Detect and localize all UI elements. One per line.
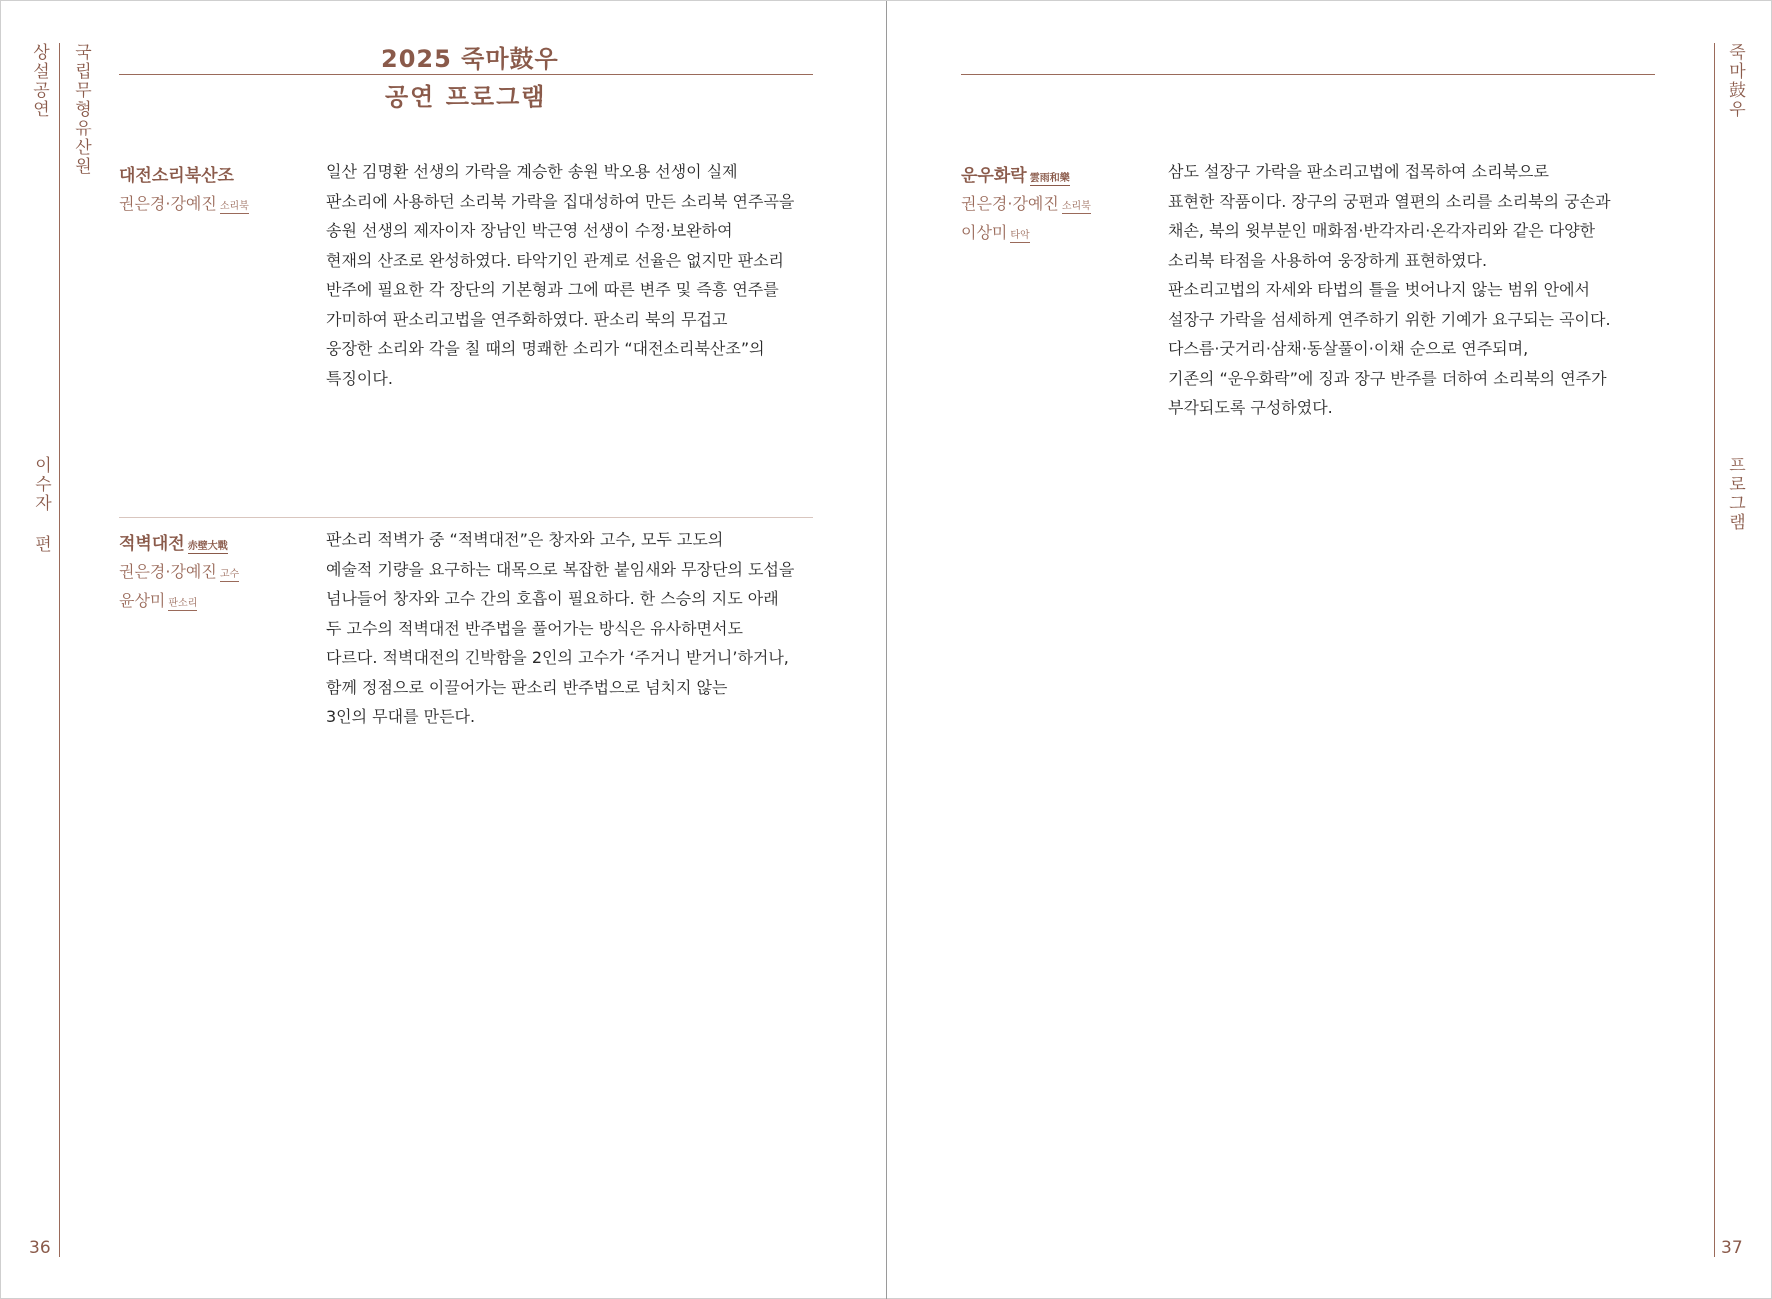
program-title [119, 161, 234, 186]
performer-line [119, 559, 239, 582]
description-line: 특징이다. [326, 368, 393, 388]
performer-line [119, 588, 197, 611]
performer-role: 타악 [1010, 230, 1030, 241]
performer-role: 소리북 [219, 201, 249, 212]
description-line: 두 고수의 적벽대전 반주법을 풀어가는 방식은 유사하면서도 [326, 618, 743, 638]
header-rule [119, 74, 813, 75]
program-description [326, 525, 794, 732]
description-line: 예술적 기량을 요구하는 대목으로 복잡한 붙임새와 무장단의 도섭을 [326, 559, 795, 579]
program-title-hanja: 赤壁大戰 [187, 541, 228, 552]
description-line: 판소리고법의 자세와 타법의 틀을 벗어나지 않는 범위 안에서 [1168, 280, 1591, 299]
description-line: 기존의 “운우화락”에 징과 장구 반주를 더하여 소리북의 연주가 [1168, 368, 1607, 388]
page-number: 36 [29, 1238, 51, 1258]
page-gutter [886, 1, 887, 1299]
program-title [961, 161, 1070, 186]
side-org-label: 국립무형유산원 [71, 43, 91, 176]
performer-name: 권은경·강예진 [119, 194, 217, 213]
side-program-label: 프로그램 [1725, 456, 1745, 532]
description-line: 가미하여 판소리고법을 연주화하였다. 판소리 북의 무겁고 [326, 309, 728, 329]
program-description [1168, 157, 1611, 423]
side-theme-label: 이수자 편 [31, 456, 51, 554]
program-title-text: 대전소리북산조 [119, 166, 234, 186]
description-line: 다스름·굿거리·삼채·동살풀이·이채 순으로 연주되며, [1168, 339, 1529, 358]
performer-line [961, 191, 1091, 214]
performer-line [119, 191, 249, 214]
description-line: 소리북 타점을 사용하여 웅장하게 표현하였다. [1168, 250, 1488, 270]
description-line: 현재의 산조로 완성하였다. 타악기인 관계로 선율은 없지만 판소리 [326, 250, 785, 270]
section-divider [119, 517, 813, 518]
description-line: 표현한 작품이다. 장구의 궁편과 열편의 소리를 소리북의 궁손과 [1168, 191, 1611, 211]
description-line: 다르다. 적벽대전의 긴박함을 2인의 고수가 ‘주거니 받거니’하거나, [326, 648, 789, 667]
program-title-text: 운우화락 [961, 166, 1027, 186]
program-title-text: 적벽대전 [119, 534, 185, 554]
description-line: 채손, 북의 윗부분인 매화점·반각자리·온각자리와 같은 다양한 [1168, 221, 1596, 240]
description-line: 반주에 필요한 각 장단의 기본형과 그에 따른 변주 및 즉흥 연주를 [326, 280, 779, 299]
program-title-hanja: 雲雨和樂 [1029, 173, 1070, 184]
performer-role: 소리북 [1061, 201, 1091, 212]
page-title: 2025 죽마鼓우 [381, 45, 559, 73]
performer-name: 윤상미 [119, 591, 166, 610]
description-line: 송원 선생의 제자이자 장남인 박근영 선생이 수정·보완하여 [326, 221, 733, 240]
description-line: 넘나들어 창자와 고수 간의 호흡이 필요하다. 한 스승의 지도 아래 [326, 589, 779, 608]
side-title-label: 죽마鼓우 [1725, 43, 1745, 119]
performer-name: 권은경·강예진 [961, 194, 1059, 213]
description-line: 웅장한 소리와 각을 칠 때의 명쾌한 소리가 “대전소리북산조”의 [326, 339, 765, 358]
performer-name: 이상미 [961, 223, 1008, 242]
program-description [326, 157, 794, 393]
left-margin-rule [59, 43, 60, 1257]
side-section-label: 상설공연 [29, 43, 49, 119]
description-line: 삼도 설장구 가락을 판소리고법에 접목하여 소리북으로 [1168, 162, 1549, 181]
header-rule [961, 74, 1655, 75]
performer-line [961, 220, 1030, 243]
performer-name: 권은경·강예진 [119, 562, 217, 581]
program-title [119, 529, 228, 554]
description-line: 부각되도록 구성하였다. [1168, 398, 1333, 417]
description-line: 판소리에 사용하던 소리북 가락을 집대성하여 만든 소리북 연주곡을 [326, 191, 795, 211]
page-number: 37 [1721, 1238, 1743, 1258]
right-margin-rule [1714, 43, 1715, 1257]
description-line: 일산 김명환 선생의 가락을 계승한 송원 박오용 선생이 실제 [326, 162, 738, 181]
description-line: 설장구 가락을 섬세하게 연주하기 위한 기예가 요구되는 곡이다. [1168, 309, 1611, 329]
page-subtitle: 공연 프로그램 [385, 83, 547, 111]
performer-role: 판소리 [168, 598, 198, 609]
description-line: 3인의 무대를 만든다. [326, 707, 476, 726]
description-line: 함께 정점으로 이끌어가는 판소리 반주법으로 넘치지 않는 [326, 677, 728, 697]
description-line: 판소리 적벽가 중 “적벽대전”은 창자와 고수, 모두 고도의 [326, 530, 724, 549]
performer-role: 고수 [219, 569, 240, 580]
